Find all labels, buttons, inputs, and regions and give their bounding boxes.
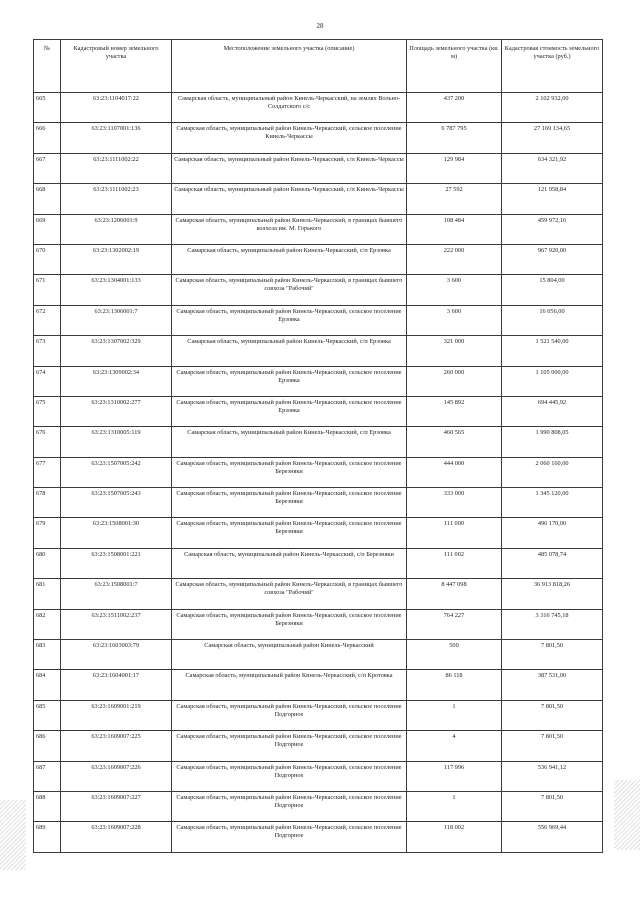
cell-number: 678 xyxy=(34,488,61,518)
cell-cadastral-cost: 556 969,44 xyxy=(502,822,603,852)
cell-area: 333 000 xyxy=(407,488,502,518)
cell-area: 111 002 xyxy=(407,548,502,578)
cell-cadastral-cost: 1 990 808,05 xyxy=(502,427,603,457)
cell-cadastral-number: 63:23:1310002:277 xyxy=(61,396,172,426)
cell-cadastral-number: 63:23:1508001:221 xyxy=(61,548,172,578)
cell-cadastral-number: 63:23:1609007:228 xyxy=(61,822,172,852)
cell-cadastral-number: 63:23:1306001:7 xyxy=(61,305,172,335)
cell-area: 444 000 xyxy=(407,457,502,487)
table-row xyxy=(34,518,603,548)
cell-cadastral-cost: 15 804,00 xyxy=(502,275,603,305)
cell-location: Самарская область, муниципальный район Кинель-Черкасский, сельское поселение Подгорное xyxy=(172,731,407,761)
cell-number: 679 xyxy=(34,518,61,548)
cell-number: 688 xyxy=(34,791,61,821)
cell-area: 117 996 xyxy=(407,761,502,791)
cell-number: 684 xyxy=(34,670,61,700)
cell-location: Самарская область, муниципальный район Кинель-Черкасский, с/п Березняки xyxy=(172,548,407,578)
cell-number: 673 xyxy=(34,336,61,366)
cell-area: 4 xyxy=(407,731,502,761)
cell-number: 671 xyxy=(34,275,61,305)
cell-location: Самарская область, муниципальный район Кинель-Черкасский, сельское поселение Подгорное xyxy=(172,791,407,821)
cell-cadastral-number: 63:23:1111002:23 xyxy=(61,184,172,214)
cell-cadastral-number: 63:23:1310005:119 xyxy=(61,427,172,457)
cell-cadastral-cost: 7 801,50 xyxy=(502,731,603,761)
table-header-row xyxy=(34,40,603,93)
cell-cadastral-cost: 1 105 000,00 xyxy=(502,366,603,396)
cell-cadastral-number: 63:23:1508001:7 xyxy=(61,579,172,609)
cell-number: 675 xyxy=(34,396,61,426)
cell-cadastral-cost: 1 521 540,00 xyxy=(502,336,603,366)
cell-location: Самарская область, муниципальный район Кинель-Черкасский, на землях Вольно-Солдатского с/с xyxy=(172,93,407,123)
cell-cadastral-cost: 387 531,00 xyxy=(502,670,603,700)
cell-area: 27 592 xyxy=(407,184,502,214)
cell-location: Самарская область, муниципальный район Кинель-Черкасский, сельское поселение Подгорное xyxy=(172,822,407,852)
table-row xyxy=(34,153,603,183)
cell-area: 129 984 xyxy=(407,153,502,183)
cell-cadastral-number: 63:23:1603003:79 xyxy=(61,640,172,670)
cell-location: Самарская область, муниципальный район Кинель-Черкасский, с/п Ерзовка xyxy=(172,244,407,274)
table-row xyxy=(34,427,603,457)
cell-cadastral-cost: 967 920,00 xyxy=(502,244,603,274)
cell-location: Самарская область, муниципальный район Кинель-Черкасский, сельское поселение Березняки xyxy=(172,488,407,518)
cell-location: Самарская область, муниципальный район Кинель-Черкасский, сельское поселение Ерзовка xyxy=(172,305,407,335)
table-row xyxy=(34,700,603,730)
cell-area: 118 002 xyxy=(407,822,502,852)
cell-location: Самарская область, муниципальный район Кинель-Черкасский, сельское поселение Кинель-Черкассы xyxy=(172,123,407,153)
table-row xyxy=(34,396,603,426)
cell-cadastral-cost: 694 445,92 xyxy=(502,396,603,426)
cell-number: 682 xyxy=(34,609,61,639)
table-row xyxy=(34,123,603,153)
cell-number: 683 xyxy=(34,640,61,670)
table-row xyxy=(34,761,603,791)
cell-cadastral-cost: 485 078,74 xyxy=(502,548,603,578)
cell-area: 3 600 xyxy=(407,305,502,335)
table-row xyxy=(34,822,603,852)
cell-cadastral-cost: 496 170,00 xyxy=(502,518,603,548)
cell-number: 670 xyxy=(34,244,61,274)
cell-number: 680 xyxy=(34,548,61,578)
table-row xyxy=(34,366,603,396)
cell-cadastral-number: 63:23:1309002:34 xyxy=(61,366,172,396)
cell-cadastral-cost: 7 801,50 xyxy=(502,640,603,670)
cell-area: 500 xyxy=(407,640,502,670)
cell-number: 669 xyxy=(34,214,61,244)
cell-number: 677 xyxy=(34,457,61,487)
table-row xyxy=(34,275,603,305)
cell-location: Самарская область, муниципальный район Кинель-Черкасский, сельское поселение Березняки xyxy=(172,609,407,639)
cell-cadastral-cost: 16 056,00 xyxy=(502,305,603,335)
cell-cadastral-cost: 121 958,84 xyxy=(502,184,603,214)
cell-location: Самарская область, муниципальный район Кинель-Черкасский, в границах бывшего совхоза "Рабочий" xyxy=(172,579,407,609)
cell-cadastral-number: 63:23:1307002:329 xyxy=(61,336,172,366)
table-row xyxy=(34,548,603,578)
cell-number: 665 xyxy=(34,93,61,123)
cell-cadastral-cost: 27 169 134,65 xyxy=(502,123,603,153)
cell-cadastral-number: 63:23:1104017:22 xyxy=(61,93,172,123)
cell-cadastral-number: 63:23:1609001:219 xyxy=(61,700,172,730)
table-row xyxy=(34,670,603,700)
cell-cadastral-cost: 634 321,92 xyxy=(502,153,603,183)
cell-cadastral-cost: 536 941,12 xyxy=(502,761,603,791)
cell-area: 260 000 xyxy=(407,366,502,396)
table-row xyxy=(34,184,603,214)
cell-location: Самарская область, муниципальный район Кинель-Черкасский, в границах бывшего колхоза им. М. Горького xyxy=(172,214,407,244)
cell-location: Самарская область, муниципальный район Кинель-Черкасский, сельское поселение Ерзовка xyxy=(172,396,407,426)
table-row xyxy=(34,579,603,609)
cell-location: Самарская область, муниципальный район Кинель-Черкасский, с/п Кинель-Черкассы xyxy=(172,184,407,214)
cell-location: Самарская область, муниципальный район Кинель-Черкасский, сельское поселение Подгорное xyxy=(172,700,407,730)
cell-number: 668 xyxy=(34,184,61,214)
cell-cadastral-cost: 3 316 745,18 xyxy=(502,609,603,639)
header-number: № xyxy=(34,40,61,93)
cell-number: 672 xyxy=(34,305,61,335)
cell-cadastral-cost: 7 801,50 xyxy=(502,791,603,821)
table-row xyxy=(34,731,603,761)
cell-cadastral-number: 63:23:1507005:243 xyxy=(61,488,172,518)
table-row xyxy=(34,244,603,274)
cell-cadastral-cost: 2 060 160,00 xyxy=(502,457,603,487)
cell-location: Самарская область, муниципальный район Кинель-Черкасский, с/п Ерзовка xyxy=(172,427,407,457)
table-row xyxy=(34,93,603,123)
cell-number: 685 xyxy=(34,700,61,730)
cell-location: Самарская область, муниципальный район Кинель-Черкасский, сельское поселение Подгорное xyxy=(172,761,407,791)
cell-location: Самарская область, муниципальный район Кинель-Черкасский, сельское поселение Березняки xyxy=(172,457,407,487)
page-number: 28 xyxy=(316,22,324,30)
cell-cadastral-number: 63:23:1302002:19 xyxy=(61,244,172,274)
header-area: Площадь земельного участка (кв. м) xyxy=(407,40,502,93)
cell-area: 3 600 xyxy=(407,275,502,305)
cell-cadastral-cost: 1 345 120,00 xyxy=(502,488,603,518)
cell-number: 689 xyxy=(34,822,61,852)
cell-area: 764 227 xyxy=(407,609,502,639)
table-row xyxy=(34,336,603,366)
cell-number: 674 xyxy=(34,366,61,396)
cell-area: 145 892 xyxy=(407,396,502,426)
cell-location: Самарская область, муниципальный район Кинель-Черкасский, сельское поселение Березняки xyxy=(172,518,407,548)
table-row xyxy=(34,457,603,487)
cell-location: Самарская область, муниципальный район Кинель-Черкасский, с/п Ерзовка xyxy=(172,336,407,366)
cell-area: 111 000 xyxy=(407,518,502,548)
table-row xyxy=(34,640,603,670)
header-location: Местоположение земельного участка (описание) xyxy=(172,40,407,93)
cell-location: Самарская область, муниципальный район Кинель-Черкасский xyxy=(172,640,407,670)
table-row xyxy=(34,488,603,518)
cell-cadastral-cost: 7 801,50 xyxy=(502,700,603,730)
cell-cadastral-number: 63:23:1507005:242 xyxy=(61,457,172,487)
cell-area: 86 118 xyxy=(407,670,502,700)
scan-edge-shading-right xyxy=(614,780,640,850)
table-row xyxy=(34,214,603,244)
cell-area: 6 787 795 xyxy=(407,123,502,153)
cell-cadastral-number: 63:23:1107001:136 xyxy=(61,123,172,153)
cell-area: 8 447 098 xyxy=(407,579,502,609)
cadastral-register-table xyxy=(33,39,603,853)
cell-area: 460 565 xyxy=(407,427,502,457)
cell-number: 667 xyxy=(34,153,61,183)
cell-cadastral-cost: 2 102 932,00 xyxy=(502,93,603,123)
cell-area: 222 000 xyxy=(407,244,502,274)
table-row xyxy=(34,609,603,639)
cell-number: 681 xyxy=(34,579,61,609)
cell-cadastral-number: 63:23:1609007:225 xyxy=(61,731,172,761)
cell-cadastral-number: 63:23:1206001:9 xyxy=(61,214,172,244)
cell-location: Самарская область, муниципальный район Кинель-Черкасский, с/п Кинель-Черкассы xyxy=(172,153,407,183)
cell-number: 676 xyxy=(34,427,61,457)
cell-location: Самарская область, муниципальный район Кинель-Черкасский, с/п Кротовка xyxy=(172,670,407,700)
cell-cadastral-number: 63:23:1604001:17 xyxy=(61,670,172,700)
cell-area: 1 xyxy=(407,700,502,730)
cell-area: 108 484 xyxy=(407,214,502,244)
cell-cadastral-number: 63:23:1304001:133 xyxy=(61,275,172,305)
cell-cadastral-cost: 36 913 818,26 xyxy=(502,579,603,609)
cell-cadastral-number: 63:23:1609007:227 xyxy=(61,791,172,821)
cell-cadastral-number: 63:23:1111002:22 xyxy=(61,153,172,183)
cell-location: Самарская область, муниципальный район Кинель-Черкасский, сельское поселение Ерзовка xyxy=(172,366,407,396)
table-row xyxy=(34,305,603,335)
table-row xyxy=(34,791,603,821)
table-body xyxy=(34,93,603,853)
scan-edge-shading-left xyxy=(0,800,26,870)
cell-area: 1 xyxy=(407,791,502,821)
cell-number: 687 xyxy=(34,761,61,791)
header-cadastral-number: Кадастровый номер земельного участка xyxy=(61,40,172,93)
header-cadastral-cost: Кадастровая стоимость земельного участка (руб.) xyxy=(502,40,603,93)
cell-area: 437 200 xyxy=(407,93,502,123)
cell-cadastral-cost: 459 972,16 xyxy=(502,214,603,244)
cell-area: 321 000 xyxy=(407,336,502,366)
cell-location: Самарская область, муниципальный район Кинель-Черкасский, в границах бывшего совхоза "Рабочий" xyxy=(172,275,407,305)
cell-number: 686 xyxy=(34,731,61,761)
cell-cadastral-number: 63:23:1511002:237 xyxy=(61,609,172,639)
cell-cadastral-number: 63:23:1508001:30 xyxy=(61,518,172,548)
cell-number: 666 xyxy=(34,123,61,153)
cell-cadastral-number: 63:23:1609007:226 xyxy=(61,761,172,791)
